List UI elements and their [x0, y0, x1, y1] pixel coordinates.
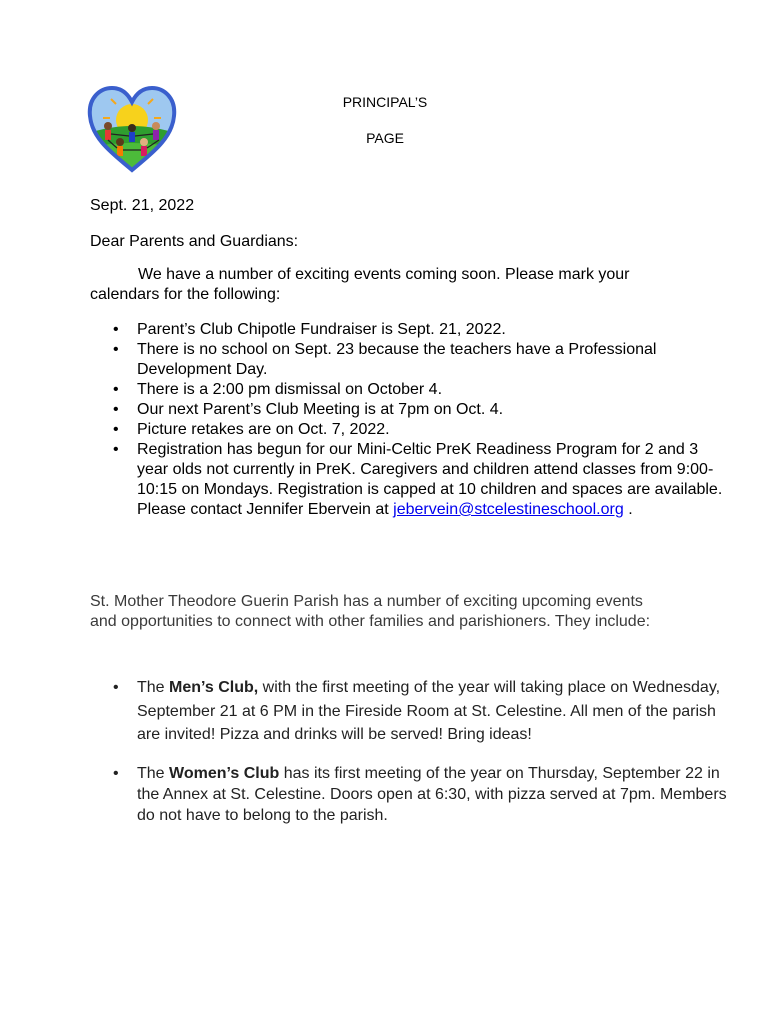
list-item: • There is no school on Sept. 23 because the teachers have a Professional Development Day. [137, 340, 727, 380]
list-item [137, 763, 727, 826]
salutation: Dear Parents and Guardians: [90, 233, 299, 250]
heart-children-sunrise-logo [86, 82, 178, 174]
list-item: • Parent’s Club Chipotle Fundraiser is Sept. 21, 2022. [137, 320, 727, 340]
list-item [137, 676, 727, 747]
email-link[interactable]: jebervein@stcelestineschool.org [393, 501, 624, 518]
parish-events-list [90, 676, 727, 826]
header-title-line1: PRINCIPAL’S [342, 94, 428, 110]
mens-club-text: with the first meeting of the year will taking place on Wednesday, September 21 at 6 PM in the Fireside Room at St. Celestine. All men of the parish are invited! Pizza and drinks will be served! Bring ideas! [137, 679, 721, 743]
parish-intro-paragraph: St. Mother Theodore Guerin Parish has a number of exciting upcoming events and opportunities to connect with other families and parishioners. They include: [90, 593, 651, 630]
list-item [137, 440, 727, 520]
womens-club-text: has its first meeting of the year on Thursday, September 22 in the Annex at St. Celestine. Doors open at 6:30, with pizza served at 7pm. Members do not have to belong to the parish. [137, 764, 727, 824]
school-events-list [90, 320, 727, 520]
womens-club-label: Women’s Club [169, 764, 280, 782]
intro-paragraph: We have a number of exciting events coming soon. Please mark your calendars for the following: [90, 266, 630, 303]
registration-text-end: . [623, 501, 633, 518]
womens-prefix: The [137, 764, 170, 782]
header-title-line2: PAGE [366, 130, 404, 146]
list-item: • There is a 2:00 pm dismissal on October 4. [137, 380, 727, 400]
list-item: • Our next Parent’s Club Meeting is at 7pm on Oct. 4. [137, 400, 727, 420]
mens-club-label: Men’s Club, [169, 679, 259, 696]
mens-prefix: The [137, 679, 170, 696]
registration-text: Registration has begun for our Mini-Celtic PreK Readiness Program for 2 and 3 year olds not currently in PreK. Caregivers and children attend classes from 9:00-10:15 on Mondays. Registration is capped at 10 children and spaces are available. Please contact Jennifer Ebervein at [137, 441, 723, 518]
letter-date: Sept. 21, 2022 [90, 197, 195, 214]
list-item: • Picture retakes are on Oct. 7, 2022. [137, 420, 727, 440]
